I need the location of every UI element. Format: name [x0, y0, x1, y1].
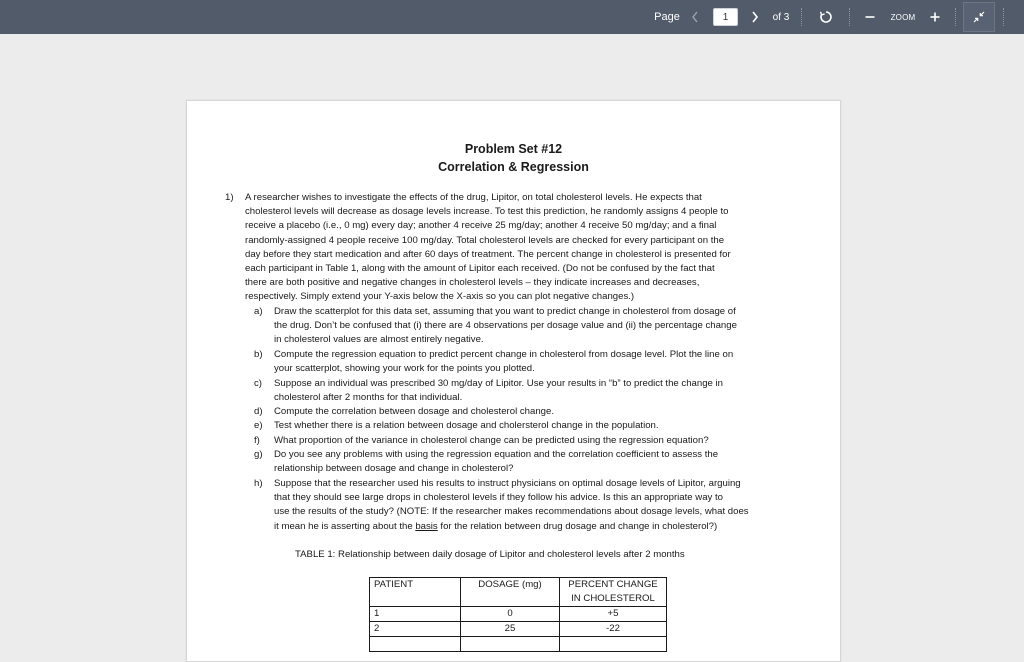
text-line: that they should see large drops in cholesterol levels if they follow his advice. Is this an appropriate way to — [274, 492, 724, 504]
table-cell: 25 — [461, 622, 560, 637]
text-line: Compute the correlation between dosage and cholesterol change. — [274, 406, 555, 417]
item-d-text — [274, 405, 554, 419]
toolbar-divider — [1003, 8, 1004, 26]
table-row — [370, 622, 667, 637]
previous-page-button[interactable] — [688, 0, 702, 34]
text-segment: it mean he is asserting about the — [274, 520, 416, 532]
chevron-right-icon — [751, 11, 759, 23]
text-line: day before they start medication and after 60 days of treatment. The percent change in cholesterol is presented for — [245, 248, 731, 260]
page-number-input[interactable] — [713, 8, 738, 26]
text-line: cholesterol levels will decrease as dosage levels increase. To test this prediction, he randomly assigns 4 people to — [245, 206, 729, 218]
toolbar-divider — [955, 8, 956, 26]
text-line: your scatterplot, showing your work for the points you plotted. — [274, 363, 535, 375]
question-text — [245, 191, 731, 305]
chevron-left-icon — [691, 11, 699, 23]
text-line: receive a placebo (i.e., 0 mg) every day; another 4 receive 25 mg/day; another 4 receive 50 mg/day; and a final — [245, 220, 717, 232]
table-cell: 0 — [461, 607, 560, 622]
rotate-button[interactable] — [816, 0, 836, 34]
item-label: a) — [254, 306, 263, 317]
document-page — [186, 100, 841, 662]
table-header — [560, 578, 667, 607]
item-b-text — [274, 348, 733, 376]
table-cell — [370, 637, 461, 652]
text-line — [274, 520, 749, 534]
table-row — [370, 637, 667, 652]
text-line: respectively. Simply extend your Y-axis below the X-axis so you can plot negative changes.) — [245, 291, 635, 303]
table-cell: 1 — [370, 607, 461, 622]
item-c-text — [274, 377, 723, 405]
fit-to-screen-button[interactable] — [963, 2, 995, 32]
text-line: in cholesterol values are almost entirely negative. — [274, 334, 484, 346]
text-line: there are both positive and negative changes in cholesterol levels – they indicate increases and decreases, — [245, 277, 700, 289]
table-header: PATIENT — [370, 578, 461, 607]
text-line: Do you see any problems with using the regression equation and the correlation coefficient to assess the — [274, 449, 719, 460]
rotate-icon — [819, 10, 833, 24]
zoom-in-button[interactable] — [925, 0, 945, 34]
item-label: h) — [254, 478, 263, 489]
toolbar-divider — [801, 8, 802, 26]
item-g-text — [274, 448, 718, 476]
table-cell: 2 — [370, 622, 461, 637]
text-line: Suppose an individual was prescribed 30 mg/day of Lipitor. Use your results in “b” to predict the change in — [274, 378, 724, 389]
table-header: DOSAGE (mg) — [461, 578, 560, 607]
table-header-row — [370, 578, 667, 607]
text-line: cholesterol after 2 months for that individual. — [274, 392, 463, 404]
header-line: PERCENT CHANGE — [568, 579, 658, 590]
table-cell: +5 — [560, 607, 667, 622]
table-caption: TABLE 1: Relationship between daily dosage of Lipitor and cholesterol levels after 2 months — [295, 549, 685, 560]
plus-icon — [930, 12, 940, 22]
text-segment: for the relation between drug dosage and change in cholesterol?) — [437, 520, 718, 532]
underlined-word: basis — [415, 520, 438, 532]
minus-icon — [865, 12, 875, 22]
text-line: randomly-assigned 4 people receive 100 mg/day. Total cholesterol levels are checked for every participant on the — [245, 234, 725, 246]
toolbar-divider — [849, 8, 850, 26]
next-page-button[interactable] — [748, 0, 762, 34]
item-a-text — [274, 305, 737, 348]
table-cell — [560, 637, 667, 652]
question-number: 1) — [225, 192, 234, 203]
zoom-label: ZOOM — [890, 12, 916, 22]
page-subtitle: Correlation & Regression — [438, 160, 589, 174]
text-line: Suppose that the researcher used his results to instruct physicians on optimal dosage levels of Lipitor, arguing — [274, 478, 741, 489]
data-table — [369, 577, 667, 652]
text-line: use the results of the study? (NOTE: If the researcher makes recommendations about dosage levels, what does — [274, 506, 749, 518]
header-line: IN CHOLESTEROL — [571, 593, 655, 604]
text-line: the drug. Don’t be confused that (i) there are 4 observations per dosage value and (ii) the percentage change — [274, 320, 737, 332]
item-label: d) — [254, 406, 263, 417]
page-label: Page — [654, 11, 680, 23]
text-line: Test whether there is a relation between dosage and cholersterol change in the population. — [274, 420, 659, 431]
table-row — [370, 607, 667, 622]
page-count-label: of 3 — [772, 11, 790, 23]
item-e-text — [274, 419, 659, 433]
pdf-toolbar — [0, 0, 1024, 34]
text-line: relationship between dosage and change in cholesterol? — [274, 463, 514, 475]
text-line: each participant in Table 1, along with the amount of Lipitor each received. (Do not be confused by the fact that — [245, 263, 715, 275]
table-cell — [461, 637, 560, 652]
item-label: f) — [254, 435, 260, 446]
text-line: Draw the scatterplot for this data set, assuming that you want to predict change in cholesterol from dosage of — [274, 306, 736, 317]
item-label: g) — [254, 449, 263, 460]
collapse-icon — [973, 11, 985, 23]
item-label: b) — [254, 349, 263, 360]
item-label: e) — [254, 420, 263, 431]
item-label: c) — [254, 378, 262, 389]
item-f-text — [274, 434, 709, 448]
text-line: Compute the regression equation to predict percent change in cholesterol from dosage level. Plot the line on — [274, 349, 734, 360]
table-cell: -22 — [560, 622, 667, 637]
item-h-text — [274, 477, 749, 534]
zoom-out-button[interactable] — [860, 0, 880, 34]
text-line: A researcher wishes to investigate the effects of the drug, Lipitor, on total cholesterol levels. He expects that — [245, 192, 702, 203]
page-title: Problem Set #12 — [464, 142, 563, 156]
text-line: What proportion of the variance in cholesterol change can be predicted using the regression equation? — [274, 435, 709, 446]
